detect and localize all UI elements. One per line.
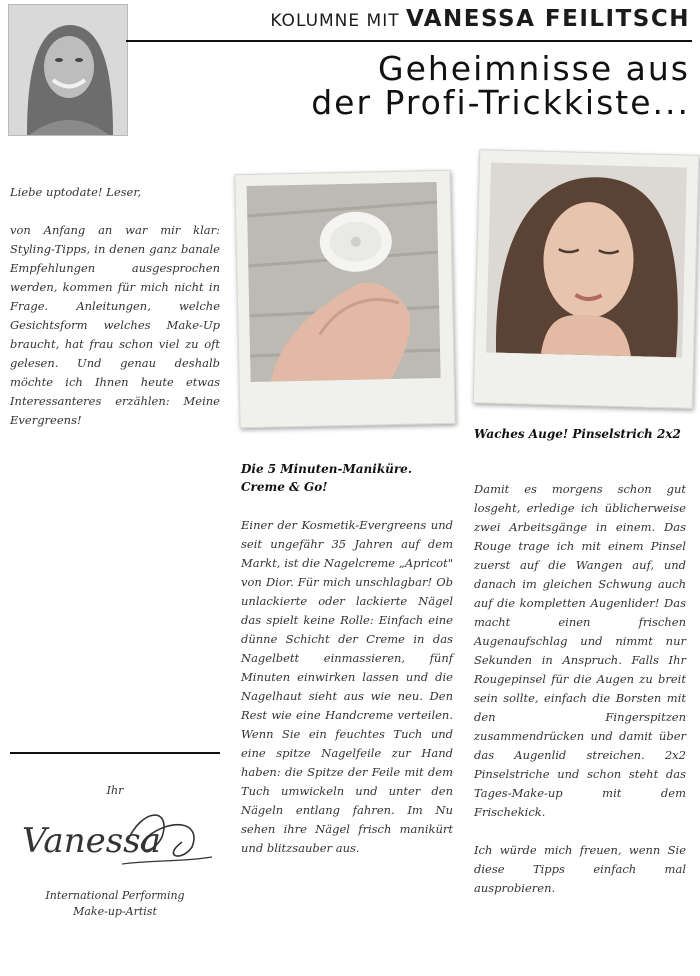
eyes-body: Damit es morgens schon gut losgeht, erledige ich üblicherweise zwei Arbeitsgänge in einem. Das Rouge trage ich mit einem Pinsel zuerst auf die Wangen auf, und danach im gleichen Schwung auch auf die kompletten Augenlider! Das macht einen frischen Augenaufschlag und nimmt nur Sekunden in Anspruch. Falls Ihr Rougepinsel für die Augen zu breit sein sollte, einfach die Borsten mit den Fingerspitzen zusammendrücken und damit über das Augenlid streichen. 2x2 Pinselstriche und schon steht das Tages-Make-up mit dem Frischekick.	[474, 482, 686, 819]
handwritten-signature	[22, 802, 222, 872]
signature-salutation: Ihr	[106, 784, 124, 797]
photo-woman-eyes	[486, 162, 687, 357]
polaroid-manicure	[234, 170, 455, 428]
kicker-prefix: KOLUMNE MIT	[270, 11, 400, 31]
signature-text: Vanessa	[22, 821, 161, 861]
intro-paragraph: von Anfang an war mir klar: Styling-Tipps, in denen ganz banale Empfehlungen ausgesprochen werden, kommen für mich nicht in Frage. Anleitungen, welche Gesichtsform welches Make-Up braucht, hat frau schon viel zu oft gelesen. Und genau deshalb möchte ich Ihnen heute etwas Interessanteres erzählen: Meine Evergreens!	[10, 223, 220, 427]
title-line-2: der Profi-Trickkiste...	[311, 83, 690, 122]
signature-rule	[10, 752, 220, 754]
author-role	[10, 888, 220, 920]
heading-eyes: Waches Auge! Pinselstrich 2x2	[474, 427, 681, 441]
header-rule	[126, 40, 692, 42]
page-title	[250, 49, 690, 122]
title-line-1: Geheimnisse aus	[378, 49, 690, 88]
intro-greeting: Liebe uptodate! Leser,	[10, 185, 142, 199]
role-line-2: Make-up-Artist	[73, 905, 157, 918]
portrait-image	[9, 5, 127, 135]
author-portrait	[8, 4, 128, 136]
manicure-body: Einer der Kosmetik-Evergreens und seit ungefähr 35 Jahren auf dem Markt, ist die Nagelcreme „Apricot" von Dior. Für mich unschlagbar! Ob unlackierte oder lackierte Nägel das spielt keine Rolle: Einfach eine dünne Schicht der Creme in das Nagelbett einmassieren, fünf Minuten einwirken lassen und die Nagelhaut sieht aus wie neu. Den Rest wie eine Handcreme verteilen. Wenn Sie ein feuchtes Tuch und eine spitze Nagelfeile zur Hand haben: die Spitze der Feile mit dem Tuch umwickeln und unter den Nägeln entlang fahren. Im Nu sehen ihre Nägel frisch manikürt und blitzsauber aus.	[241, 518, 453, 855]
polaroid-eye-makeup	[473, 149, 700, 409]
eyes-closing: Ich würde mich freuen, wenn Sie diese Tipps einfach mal ausprobieren.	[474, 843, 686, 895]
role-line-1: International Performing	[45, 889, 185, 902]
eyes-body-column	[474, 480, 686, 917]
column-kicker	[240, 6, 690, 32]
manicure-body-column	[241, 516, 453, 877]
photo-nail-cream	[247, 182, 441, 382]
intro-column	[10, 183, 220, 449]
heading-manicure: Die 5 Minuten-Maniküre. Creme & Go!	[241, 462, 412, 494]
kicker-author-name: VANESSA FEILITSCH	[406, 6, 690, 32]
